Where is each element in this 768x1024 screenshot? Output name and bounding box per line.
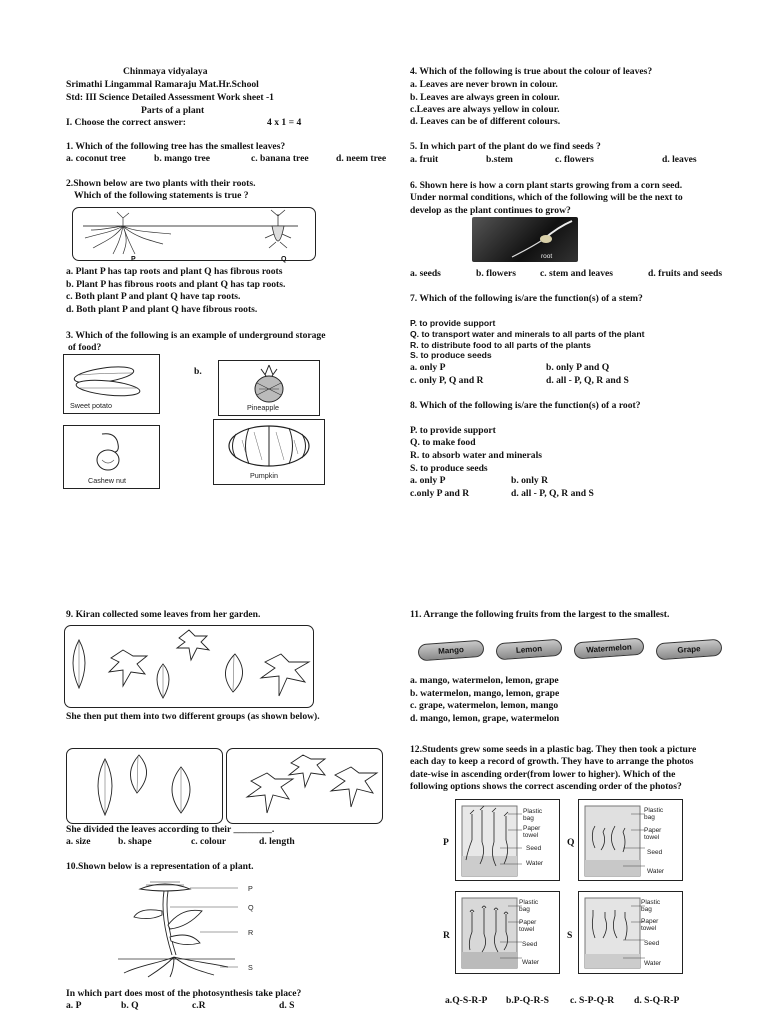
worksheet-title: Std: III Science Detailed Assessment Work sheet -1 bbox=[66, 92, 274, 103]
q10-option-b: b. Q bbox=[121, 1000, 139, 1011]
seed-bag-q-drawing bbox=[579, 800, 682, 880]
q11-text: 11. Arrange the following fruits from the largest to the smallest. bbox=[410, 609, 670, 620]
q8-option-a: a. only P bbox=[410, 475, 446, 486]
plant-label-s: S bbox=[248, 963, 253, 972]
q7-statement-q: Q. to transport water and minerals to all parts of the plant bbox=[410, 329, 645, 339]
q12-option-d: d. S-Q-R-P bbox=[634, 995, 680, 1006]
q9-option-b: b. shape bbox=[118, 836, 152, 847]
marks: 4 x 1 = 4 bbox=[267, 117, 302, 128]
q4-option-d: d. Leaves can be of different colours. bbox=[410, 116, 561, 127]
q8-statement-s: S. to produce seeds bbox=[410, 463, 488, 474]
q12-line2: each day to keep a record of growth. They have to arrange the photos bbox=[410, 756, 694, 767]
q4-option-a: a. Leaves are never brown in colour. bbox=[410, 79, 558, 90]
photo-r bbox=[455, 891, 560, 974]
fruit-lemon-tag: Lemon bbox=[495, 639, 562, 661]
q9-group-2 bbox=[226, 748, 383, 824]
q2-option-b: b. Plant P has fibrous roots and plant Q has tap roots. bbox=[66, 279, 286, 290]
s-plastic-bag-label: Plastic bag bbox=[641, 899, 661, 913]
photo-s bbox=[578, 891, 683, 974]
q3-line2: of food? bbox=[68, 342, 102, 353]
q12-option-b: b.P-Q-R-S bbox=[506, 995, 549, 1006]
q8-statement-p: P. to provide support bbox=[410, 425, 496, 436]
label-plant-p: P bbox=[131, 256, 136, 263]
q12-line4: following options shows the correct ascending order of the photos? bbox=[410, 781, 682, 792]
section-heading: I. Choose the correct answer: bbox=[66, 117, 186, 128]
q3-line1: 3. Which of the following is an example of underground storage bbox=[66, 330, 326, 341]
s-paper-towel-label: Paper towel bbox=[641, 918, 659, 932]
q2-option-a: a. Plant P has tap roots and plant Q has fibrous roots bbox=[66, 266, 283, 277]
sprouting-seed-icon bbox=[472, 217, 578, 262]
q2-option-d: d. Both plant P and plant Q have fibrous roots. bbox=[66, 304, 258, 315]
q6-option-b: b. flowers bbox=[476, 268, 516, 279]
q10-question: In which part does most of the photosynthesis take place? bbox=[66, 988, 302, 999]
q8-option-d: d. all - P, Q, R and S bbox=[511, 488, 594, 499]
q7-statement-s: S. to produce seeds bbox=[410, 350, 492, 360]
q11-option-a: a. mango, watermelon, lemon, grape bbox=[410, 675, 559, 686]
q-paper-towel-label: Paper towel bbox=[644, 827, 662, 841]
root-label: root bbox=[541, 253, 553, 260]
topic-title: Parts of a plant bbox=[141, 105, 205, 116]
fruit-mango-tag: Mango bbox=[417, 640, 484, 662]
q5-option-b: b.stem bbox=[486, 154, 513, 165]
q-plastic-bag-label: Plastic bag bbox=[644, 807, 664, 821]
q12-option-a: a.Q-S-R-P bbox=[445, 995, 488, 1006]
q9-option-d: d. length bbox=[259, 836, 295, 847]
q1-option-d: d. neem tree bbox=[336, 153, 387, 164]
q6-option-c: c. stem and leaves bbox=[540, 268, 614, 279]
school-full-name: Srimathi Lingammal Ramaraju Mat.Hr.School bbox=[66, 79, 259, 90]
q-water-label: Water bbox=[647, 868, 665, 875]
q10-option-d: d. S bbox=[279, 1000, 295, 1011]
q8-option-b: b. only R bbox=[511, 475, 549, 486]
q5-option-c: c. flowers bbox=[555, 154, 594, 165]
group1-leaves bbox=[67, 749, 222, 823]
fruit-grape-tag: Grape bbox=[655, 639, 722, 661]
label-plant-q: Q bbox=[281, 256, 287, 263]
p-water-label: Water bbox=[526, 860, 544, 867]
p-seed-label: Seed bbox=[526, 845, 542, 852]
q6-line1: 6. Shown here is how a corn plant starts growing from a corn seed. bbox=[410, 180, 683, 191]
seed-bag-s-drawing bbox=[579, 892, 682, 973]
q1-option-c: c. banana tree bbox=[251, 153, 309, 164]
q8-text: 8. Which of the following is/are the function(s) of a root? bbox=[410, 400, 641, 411]
q11-option-d: d. mango, lemon, grape, watermelon bbox=[410, 713, 560, 724]
leaves-drawing bbox=[65, 626, 313, 707]
q7-option-c: c. only P, Q and R bbox=[410, 375, 484, 386]
q5-option-a: a. fruit bbox=[410, 154, 439, 165]
q7-option-a: a. only P bbox=[410, 362, 446, 373]
q9-option-a: a. size bbox=[66, 836, 91, 847]
plant-p-roots bbox=[85, 212, 171, 254]
r-paper-towel-label: Paper towel bbox=[519, 919, 537, 933]
q9-text2: She then put them into two different groups (as shown below). bbox=[66, 711, 320, 722]
s-seed-label: Seed bbox=[644, 940, 660, 947]
q6-line2: Under normal conditions, which of the following will be the next to bbox=[410, 192, 683, 203]
q12-line3: date-wise in ascending order(from lower to higher). Which of the bbox=[410, 769, 676, 780]
q9-option-c: c. colour bbox=[191, 836, 227, 847]
q2-roots-figure bbox=[72, 207, 316, 261]
q11-option-b: b. watermelon, mango, lemon, grape bbox=[410, 688, 560, 699]
q5-text: 5. In which part of the plant do we find seeds ? bbox=[410, 141, 601, 152]
q11-option-c: c. grape, watermelon, lemon, mango bbox=[410, 700, 559, 711]
q8-statement-q: Q. to make food bbox=[410, 437, 476, 448]
q7-text: 7. Which of the following is/are the function(s) of a stem? bbox=[410, 293, 643, 304]
q1-option-b: b. mango tree bbox=[154, 153, 211, 164]
q10-option-c: c.R bbox=[192, 1000, 206, 1011]
s-water-label: Water bbox=[644, 960, 662, 967]
seed-bag-r-drawing bbox=[456, 892, 559, 973]
q7-statement-r: R. to distribute food to all parts of the plants bbox=[410, 340, 591, 350]
q4-option-c: c.Leaves are always yellow in colour. bbox=[410, 104, 560, 115]
q2-line1: 2.Shown below are two plants with their roots. bbox=[66, 178, 256, 189]
caption-pumpkin: Pumpkin bbox=[250, 471, 278, 480]
caption-cashew: Cashew nut bbox=[88, 476, 126, 485]
p-paper-towel-label: Paper towel bbox=[523, 825, 541, 839]
photo-label-r: R bbox=[443, 930, 450, 941]
roots-drawing bbox=[73, 208, 315, 260]
photo-label-p: P bbox=[443, 837, 449, 848]
q6-option-a: a. seeds bbox=[410, 268, 441, 279]
photo-q bbox=[578, 799, 683, 881]
r-plastic-bag-label: Plastic bag bbox=[519, 899, 539, 913]
r-water-label: Water bbox=[522, 959, 540, 966]
q3-b-label: b. bbox=[194, 366, 202, 377]
q12-option-c: c. S-P-Q-R bbox=[570, 995, 615, 1006]
q6-option-d: d. fruits and seeds bbox=[648, 268, 723, 279]
q-seed-label: Seed bbox=[647, 849, 663, 856]
school-name: Chinmaya vidyalaya bbox=[123, 66, 208, 77]
fruit-watermelon-tag: Watermelon bbox=[573, 638, 644, 660]
q9-group-1 bbox=[66, 748, 223, 824]
plant-label-q: Q bbox=[248, 903, 254, 912]
q9-text: 9. Kiran collected some leaves from her garden. bbox=[66, 609, 261, 620]
photo-label-q: Q bbox=[567, 837, 575, 848]
corn-seed-photo bbox=[472, 217, 578, 262]
q7-option-b: b. only P and Q bbox=[546, 362, 610, 373]
q8-statement-r: R. to absorb water and minerals bbox=[410, 450, 543, 461]
q10-option-a: a. P bbox=[66, 1000, 82, 1011]
photo-label-s: S bbox=[567, 930, 573, 941]
q7-option-d: d. all - P, Q, R and S bbox=[546, 375, 629, 386]
group2-leaves bbox=[227, 749, 382, 823]
q1-text: 1. Which of the following tree has the smallest leaves? bbox=[66, 141, 286, 152]
p-plastic-bag-label: Plastic bag bbox=[523, 808, 543, 822]
r-seed-label: Seed bbox=[522, 941, 538, 948]
q2-option-c: c. Both plant P and plant Q have tap roots. bbox=[66, 291, 241, 302]
q6-line3: develop as the plant continues to grow? bbox=[410, 205, 571, 216]
plant-label-r: R bbox=[248, 928, 254, 937]
plant-diagram bbox=[110, 877, 260, 977]
plant-q-roots bbox=[265, 210, 291, 248]
q1-option-a: a. coconut tree bbox=[66, 153, 126, 164]
q8-option-c: c.only P and R bbox=[410, 488, 470, 499]
q2-line2: Which of the following statements is true ? bbox=[74, 190, 249, 201]
q4-text: 4. Which of the following is true about the colour of leaves? bbox=[410, 66, 653, 77]
q9-leaves-figure bbox=[64, 625, 314, 708]
photo-p bbox=[455, 799, 560, 881]
q7-statement-p: P. to provide support bbox=[410, 318, 496, 328]
q12-line1: 12.Students grew some seeds in a plastic bag. They then took a picture bbox=[410, 744, 697, 755]
caption-pineapple: Pineapple bbox=[247, 403, 279, 412]
q9-text3: She divided the leaves according to their ________. bbox=[66, 824, 275, 835]
q5-option-d: d. leaves bbox=[662, 154, 697, 165]
q4-option-b: b. Leaves are always green in colour. bbox=[410, 92, 560, 103]
caption-sweet-potato: Sweet potato bbox=[70, 401, 112, 410]
q10-text: 10.Shown below is a representation of a plant. bbox=[66, 861, 254, 872]
plant-label-p: P bbox=[248, 884, 253, 893]
seed-bag-p-drawing bbox=[456, 800, 559, 880]
